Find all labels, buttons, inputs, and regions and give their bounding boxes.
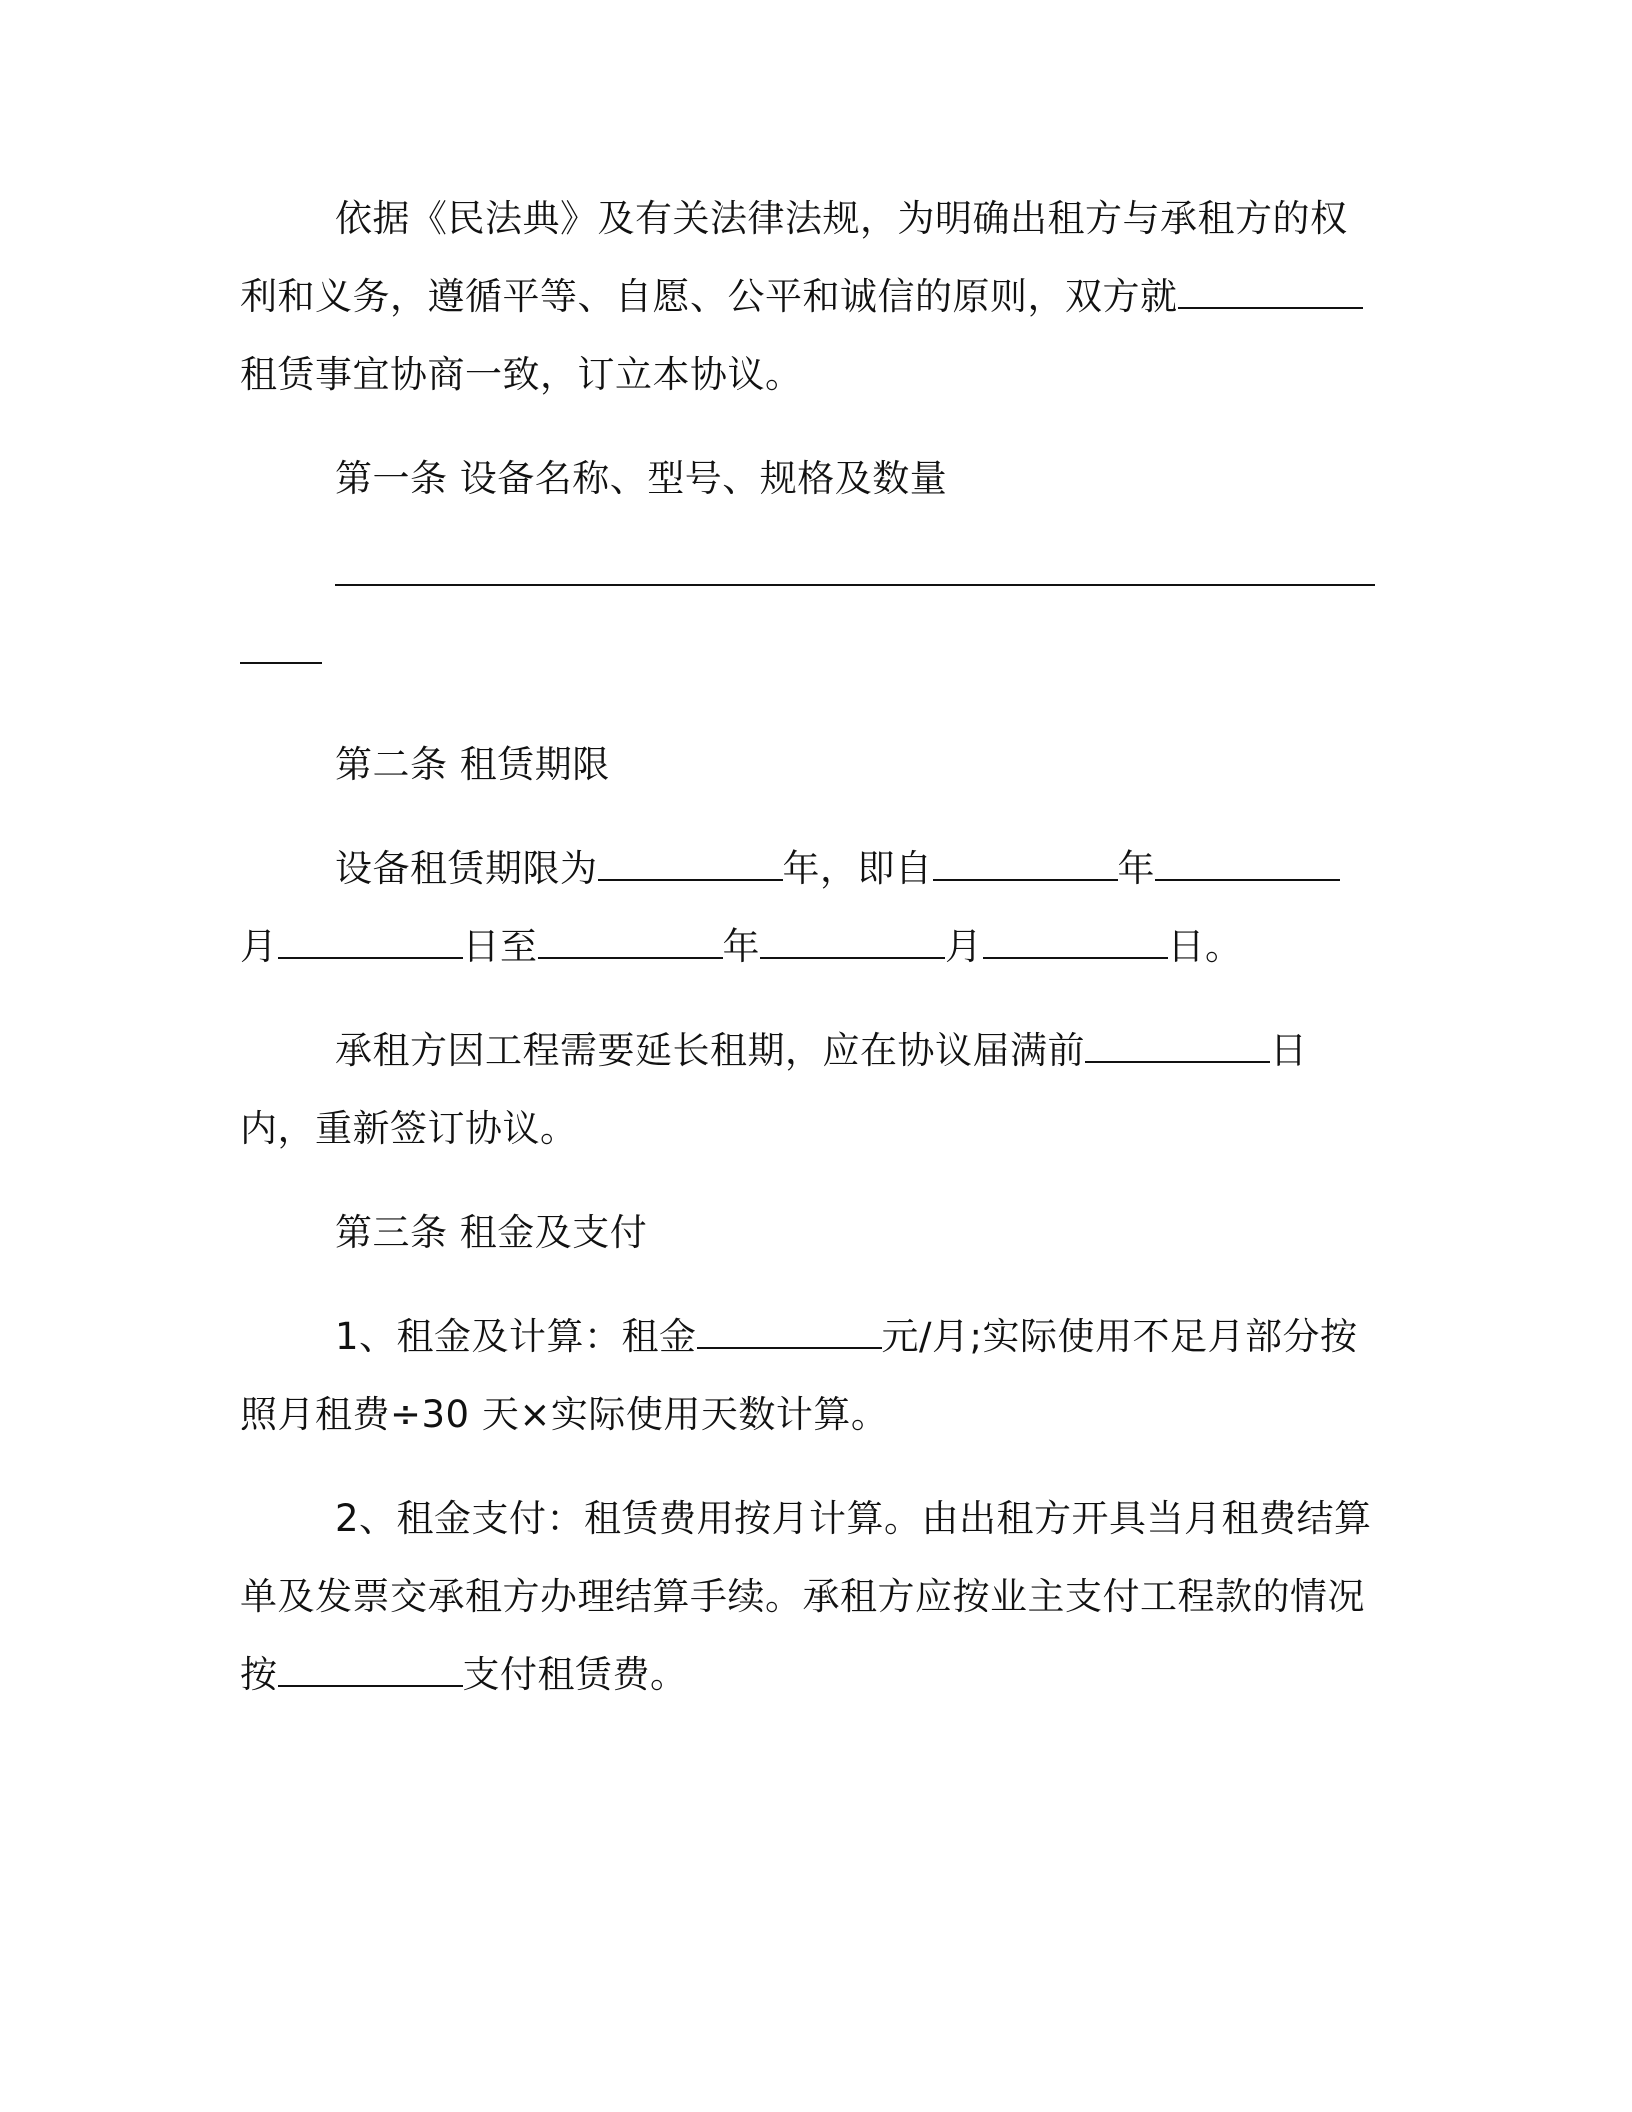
preamble-text-1: 依据《民法典》及有关法律法规，为明确出租方与承租方的权利和义务，遵循平等、自愿、公平和诚信的原则，双方就 xyxy=(240,197,1348,318)
article2-p1-text-f: 年 xyxy=(722,925,760,968)
article2-p1-text-a: 设备租赁期限为 xyxy=(335,847,598,890)
end-year-blank[interactable] xyxy=(538,927,723,959)
preamble-text-2: 租赁事宜协商一致，订立本协议。 xyxy=(240,353,803,396)
start-year-blank[interactable] xyxy=(933,849,1118,881)
lease-years-blank[interactable] xyxy=(598,849,783,881)
article2-p1-text-b: 年，即自 xyxy=(782,847,933,890)
extension-days-blank[interactable] xyxy=(1085,1031,1270,1063)
document-page xyxy=(240,180,1375,1740)
end-day-blank[interactable] xyxy=(983,927,1168,959)
article2-p2-text-a: 承租方因工程需要延长租期，应在协议届满前 xyxy=(335,1029,1085,1072)
article1-fill-line-tail[interactable] xyxy=(240,652,322,664)
monthly-rent-blank[interactable] xyxy=(697,1317,882,1349)
start-month-blank[interactable] xyxy=(1155,849,1340,881)
article3-item1-text-b: 元/月;实际使用不足月部分按照月租费÷30 天×实际使用天数计算。 xyxy=(240,1315,1358,1436)
article2-paragraph-1 xyxy=(240,830,1375,986)
article1-fill-line[interactable] xyxy=(335,574,1375,586)
article3-heading: 第三条 租金及支付 xyxy=(335,1211,648,1254)
start-day-blank[interactable] xyxy=(278,927,463,959)
article2-p1-text-c: 年 xyxy=(1117,847,1155,890)
article1-heading: 第一条 设备名称、型号、规格及数量 xyxy=(335,457,948,500)
article3-item1-text-a: 1、租金及计算：租金 xyxy=(335,1315,697,1358)
article3-item2-text-a: 2、租金支付：租赁费用按月计算。由出租方开具当月租费结算单及发票交承租方办理结算手续。承租方应按业主支付工程款的情况按 xyxy=(240,1497,1372,1696)
article2-p1-text-g: 月 xyxy=(945,925,983,968)
article3-item2-text-b: 支付租赁费。 xyxy=(462,1653,688,1696)
article2-p1-text-e: 日至 xyxy=(462,925,538,968)
article1-fill-lines[interactable] xyxy=(240,544,1375,700)
article2-p1-text-d: 月 xyxy=(240,925,278,968)
article3-item-1 xyxy=(240,1298,1375,1454)
preamble-paragraph xyxy=(240,180,1375,414)
article2-p1-text-h: 日。 xyxy=(1167,925,1243,968)
article3-item-2 xyxy=(240,1480,1375,1714)
payment-method-blank[interactable] xyxy=(278,1655,463,1687)
article2-paragraph-2 xyxy=(240,1012,1375,1168)
article2-heading: 第二条 租赁期限 xyxy=(335,743,610,786)
preamble-blank[interactable] xyxy=(1178,277,1363,309)
article2-p2-text-b: 日内，重新签订协议。 xyxy=(240,1029,1308,1150)
end-month-blank[interactable] xyxy=(760,927,945,959)
